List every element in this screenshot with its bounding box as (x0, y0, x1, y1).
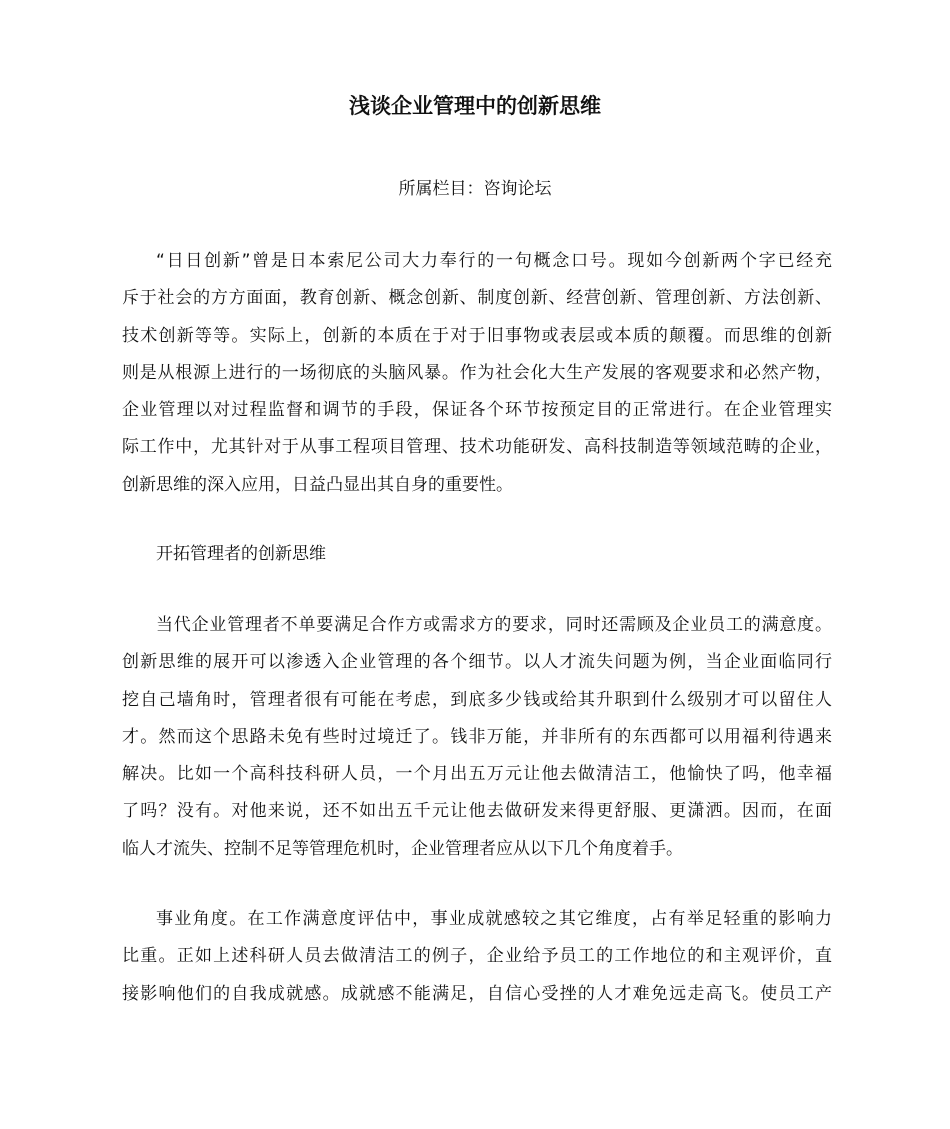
paragraph-line: 企业管理以对过程监督和调节的手段，保证各个环节按预定目的正常进行。在企业管理实 (122, 400, 832, 421)
document-category: 所属栏目：咨询论坛 (398, 179, 552, 199)
paragraph-line: “日日创新”曾是日本索尼公司大力奉行的一句概念口号。现如今创新两个字已经充 (156, 251, 832, 271)
paragraph-line: 比重。正如上述科研人员去做清洁工的例子，企业给予员工的工作地位的和主观评价，直 (122, 946, 832, 967)
paragraph-line: 临人才流失、控制不足等管理危机时，企业管理者应从以下几个角度着手。 (122, 838, 683, 859)
paragraph-talent (122, 607, 832, 868)
paragraph-line: 当代企业管理者不单要满足合作方或需求方的要求，同时还需顾及企业员工的满意度。 (156, 615, 832, 635)
paragraph-career (122, 901, 832, 1013)
paragraph-line: 才。然而这个思路未免有些时过境迁了。钱非万能，并非所有的东西都可以用福利待遇来 (122, 726, 832, 747)
paragraph-line: 际工作中，尤其针对于从事工程项目管理、技术功能研发、高科技制造等领域范畴的企业， (122, 437, 832, 458)
section-heading: 开拓管理者的创新思维 (156, 544, 326, 564)
paragraph-line: 挖自己墙角时，管理者很有可能在考虑，到底多少钱或给其升职到什么级别才可以留住人 (122, 689, 832, 710)
paragraph-line: 创新思维的深入应用，日益凸显出其自身的重要性。 (122, 474, 513, 495)
paragraph-line: 了吗？没有。对他来说，还不如出五千元让他去做研发来得更舒服、更潇洒。因而，在面 (122, 801, 832, 822)
paragraph-line: 解决。比如一个高科技科研人员，一个月出五万元让他去做清洁工，他愉快了吗，他幸福 (122, 764, 832, 785)
paragraph-line: 斥于社会的方方面面，教育创新、概念创新、制度创新、经营创新、管理创新、方法创新、 (122, 288, 832, 309)
paragraph-intro (122, 243, 832, 504)
paragraph-line: 创新思维的展开可以渗透入企业管理的各个细节。以人才流失问题为例，当企业面临同行 (122, 652, 832, 673)
paragraph-line: 则是从根源上进行的一场彻底的头脑风暴。作为社会化大生产发展的客观要求和必然产物， (122, 362, 832, 383)
paragraph-line: 事业角度。在工作满意度评估中，事业成就感较之其它维度，占有举足轻重的影响力 (156, 909, 832, 929)
paragraph-line: 接影响他们的自我成就感。成就感不能满足，自信心受挫的人才难免远走高飞。使员工产 (122, 983, 832, 1004)
paragraph-line: 技术创新等等。实际上，创新的本质在于对于旧事物或表层或本质的颠覆。而思维的创新 (122, 325, 832, 346)
document-title: 浅谈企业管理中的创新思维 (349, 94, 601, 118)
